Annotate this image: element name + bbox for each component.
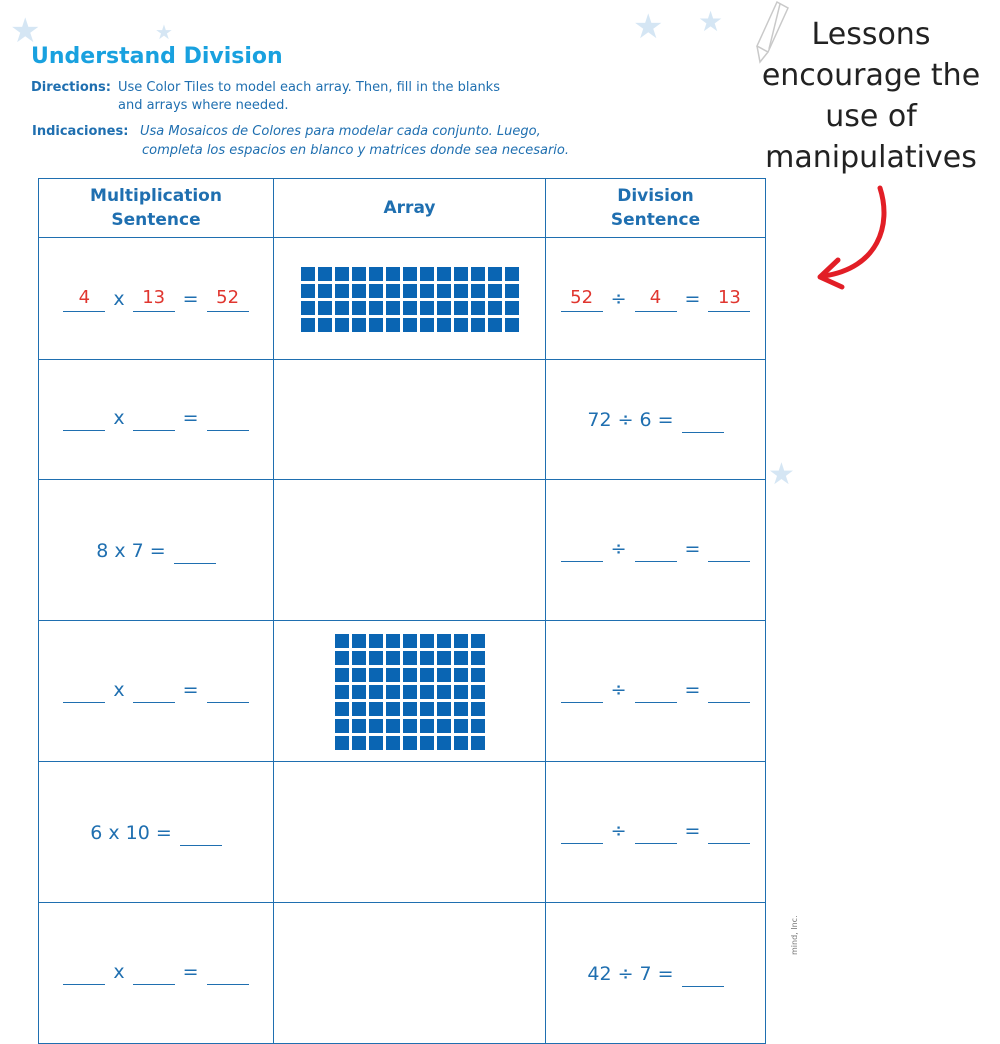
- color-tile: [454, 719, 468, 733]
- answer-blank[interactable]: [708, 535, 750, 562]
- color-tile: [386, 301, 400, 315]
- color-tile: [352, 719, 366, 733]
- color-tile: [437, 719, 451, 733]
- color-tile: [403, 301, 417, 315]
- table-row: [39, 621, 766, 762]
- color-tile: [386, 651, 400, 665]
- color-tile: [386, 719, 400, 733]
- division-problem: 42 ÷ 7 =: [587, 962, 674, 985]
- color-tile: [403, 267, 417, 281]
- star-decoration: ★: [633, 7, 664, 47]
- callout-line: encourage the: [761, 58, 981, 93]
- mult-cell: [39, 238, 274, 360]
- callout-line: manipulatives: [765, 140, 977, 175]
- color-tile: [471, 651, 485, 665]
- color-tile: [318, 284, 332, 298]
- answer-blank[interactable]: [133, 958, 175, 985]
- divide-sign: ÷: [610, 819, 627, 842]
- table-header-row: [39, 179, 766, 238]
- color-tile: [454, 685, 468, 699]
- directions-line-2: and arrays where needed.: [118, 98, 289, 113]
- callout-text: [742, 14, 1000, 178]
- header-division: [546, 179, 766, 238]
- star-decoration: ★: [768, 457, 795, 492]
- color-tile: [369, 702, 383, 716]
- color-tile: [420, 284, 434, 298]
- answer-blank[interactable]: [207, 676, 249, 703]
- division-problem: 72 ÷ 6 =: [587, 409, 674, 431]
- color-tile: [471, 719, 485, 733]
- color-tile: [352, 318, 366, 332]
- color-tile: [454, 634, 468, 648]
- star-decoration: ★: [698, 5, 724, 38]
- color-tile: [420, 301, 434, 315]
- color-tile: [437, 685, 451, 699]
- color-tile: [403, 719, 417, 733]
- answer-blank[interactable]: 4: [635, 285, 677, 312]
- times-sign: x: [113, 678, 125, 701]
- divide-sign: ÷: [610, 537, 627, 560]
- multiplication-problem: 6 x 10 =: [90, 821, 172, 844]
- answer-blank[interactable]: [63, 958, 105, 985]
- color-tile: [403, 668, 417, 682]
- div-cell: [546, 480, 766, 621]
- color-tile: [301, 318, 315, 332]
- array-cell[interactable]: [274, 360, 546, 480]
- color-tile: [488, 318, 502, 332]
- color-tile: [301, 267, 315, 281]
- color-tile: [386, 736, 400, 750]
- header-text: Multiplication: [90, 186, 222, 206]
- color-tile: [454, 702, 468, 716]
- mult-cell: [39, 360, 274, 480]
- table-row: [39, 238, 766, 360]
- table-row: [39, 762, 766, 903]
- color-tile: [420, 318, 434, 332]
- answer-blank[interactable]: [561, 817, 603, 844]
- color-tile: [420, 634, 434, 648]
- color-tile: [420, 267, 434, 281]
- mult-cell: [39, 903, 274, 1044]
- color-tile: [403, 318, 417, 332]
- worksheet-title: Understand Division: [31, 44, 283, 69]
- header-multiplication: [39, 179, 274, 238]
- array-cell: [274, 238, 546, 360]
- color-tile: [488, 301, 502, 315]
- color-tile: [352, 702, 366, 716]
- color-tile: [454, 668, 468, 682]
- tile-array: [301, 267, 519, 332]
- color-tile: [369, 634, 383, 648]
- color-tile: [471, 284, 485, 298]
- equals-sign: =: [684, 288, 701, 310]
- color-tile: [352, 634, 366, 648]
- color-tile: [335, 702, 349, 716]
- color-tile: [454, 284, 468, 298]
- answer-blank[interactable]: [635, 535, 677, 562]
- mult-cell: [39, 480, 274, 621]
- answer-blank[interactable]: [63, 404, 105, 431]
- equals-sign: =: [684, 537, 701, 560]
- color-tile: [403, 702, 417, 716]
- answer-blank[interactable]: 13: [708, 285, 750, 312]
- callout-line: Lessons: [811, 17, 931, 52]
- answer-blank[interactable]: [174, 537, 216, 564]
- color-tile: [437, 318, 451, 332]
- color-tile: [454, 301, 468, 315]
- directions-label: Directions:: [31, 80, 111, 95]
- array-cell[interactable]: [274, 480, 546, 621]
- equals-sign: =: [684, 678, 701, 701]
- answer-blank[interactable]: [207, 404, 249, 431]
- color-tile: [369, 668, 383, 682]
- color-tile: [335, 719, 349, 733]
- color-tile: [369, 736, 383, 750]
- answer-blank[interactable]: [708, 676, 750, 703]
- color-tile: [437, 301, 451, 315]
- color-tile: [437, 267, 451, 281]
- answer-blank[interactable]: [133, 404, 175, 431]
- answer-blank[interactable]: [63, 676, 105, 703]
- header-text: Division: [617, 186, 694, 206]
- color-tile: [403, 736, 417, 750]
- array-cell[interactable]: [274, 903, 546, 1044]
- color-tile: [335, 736, 349, 750]
- multiplication-problem: 8 x 7 =: [96, 539, 166, 562]
- callout-line: use of: [825, 99, 917, 134]
- header-array: Array: [274, 179, 546, 238]
- indicaciones-line-1: Usa Mosaicos de Colores para modelar cada conjunto. Luego,: [140, 124, 541, 139]
- answer-blank[interactable]: [682, 960, 724, 987]
- color-tile: [369, 651, 383, 665]
- color-tile: [335, 634, 349, 648]
- color-tile: [471, 685, 485, 699]
- color-tile: [386, 318, 400, 332]
- color-tile: [386, 668, 400, 682]
- equals-sign: =: [182, 960, 199, 983]
- color-tile: [335, 318, 349, 332]
- equals-sign: =: [684, 819, 701, 842]
- div-cell: [546, 903, 766, 1044]
- header-text: Sentence: [610, 210, 701, 230]
- color-tile: [386, 685, 400, 699]
- color-tile: [352, 267, 366, 281]
- color-tile: [505, 267, 519, 281]
- color-tile: [471, 318, 485, 332]
- color-tile: [403, 284, 417, 298]
- divide-sign: ÷: [610, 288, 627, 310]
- color-tile: [335, 284, 349, 298]
- answer-blank[interactable]: [207, 958, 249, 985]
- color-tile: [335, 651, 349, 665]
- color-tile: [454, 267, 468, 281]
- mult-cell: [39, 621, 274, 762]
- color-tile: [352, 301, 366, 315]
- color-tile: [369, 267, 383, 281]
- color-tile: [369, 719, 383, 733]
- color-tile: [301, 301, 315, 315]
- color-tile: [318, 318, 332, 332]
- equals-sign: =: [182, 288, 199, 310]
- answer-blank[interactable]: [682, 406, 724, 433]
- color-tile: [403, 685, 417, 699]
- color-tile: [301, 284, 315, 298]
- red-arrow-icon: [810, 180, 900, 295]
- color-tile: [403, 634, 417, 648]
- table-row: [39, 480, 766, 621]
- table-row: [39, 903, 766, 1044]
- color-tile: [369, 284, 383, 298]
- color-tile: [471, 702, 485, 716]
- color-tile: [505, 318, 519, 332]
- color-tile: [352, 668, 366, 682]
- answer-blank[interactable]: 52: [561, 285, 603, 312]
- copyright-text: mind, Inc.: [790, 915, 799, 955]
- color-tile: [471, 267, 485, 281]
- mult-cell: [39, 762, 274, 903]
- color-tile: [505, 284, 519, 298]
- times-sign: x: [113, 288, 125, 310]
- table-row: [39, 360, 766, 480]
- color-tile: [335, 685, 349, 699]
- star-decoration: ★: [10, 11, 41, 51]
- color-tile: [335, 267, 349, 281]
- color-tile: [335, 301, 349, 315]
- color-tile: [335, 668, 349, 682]
- times-sign: x: [113, 960, 125, 983]
- color-tile: [369, 301, 383, 315]
- worksheet-table: [38, 178, 766, 1044]
- color-tile: [437, 284, 451, 298]
- color-tile: [488, 284, 502, 298]
- equals-sign: =: [182, 407, 199, 429]
- answer-blank[interactable]: [635, 817, 677, 844]
- color-tile: [386, 267, 400, 281]
- answer-blank[interactable]: [133, 676, 175, 703]
- color-tile: [352, 651, 366, 665]
- color-tile: [420, 668, 434, 682]
- color-tile: [454, 736, 468, 750]
- color-tile: [471, 668, 485, 682]
- color-tile: [369, 685, 383, 699]
- div-cell: [546, 360, 766, 480]
- answer-blank[interactable]: 4: [63, 285, 105, 312]
- color-tile: [420, 719, 434, 733]
- color-tile: [318, 301, 332, 315]
- color-tile: [352, 736, 366, 750]
- answer-blank[interactable]: [708, 817, 750, 844]
- color-tile: [471, 736, 485, 750]
- answer-blank[interactable]: 52: [207, 285, 249, 312]
- equals-sign: =: [182, 678, 199, 701]
- answer-blank[interactable]: [635, 676, 677, 703]
- div-cell: [546, 762, 766, 903]
- color-tile: [454, 651, 468, 665]
- div-cell: [546, 621, 766, 762]
- color-tile: [437, 668, 451, 682]
- divide-sign: ÷: [610, 678, 627, 701]
- array-cell: [274, 621, 546, 762]
- color-tile: [318, 267, 332, 281]
- color-tile: [420, 685, 434, 699]
- header-text: Sentence: [111, 210, 201, 230]
- color-tile: [437, 736, 451, 750]
- color-tile: [352, 685, 366, 699]
- color-tile: [437, 651, 451, 665]
- color-tile: [369, 318, 383, 332]
- color-tile: [386, 284, 400, 298]
- color-tile: [437, 702, 451, 716]
- color-tile: [403, 651, 417, 665]
- array-cell[interactable]: [274, 762, 546, 903]
- color-tile: [420, 702, 434, 716]
- div-cell: [546, 238, 766, 360]
- color-tile: [505, 301, 519, 315]
- color-tile: [454, 318, 468, 332]
- answer-blank[interactable]: [561, 676, 603, 703]
- times-sign: x: [113, 407, 125, 429]
- color-tile: [352, 284, 366, 298]
- color-tile: [386, 702, 400, 716]
- directions-line-1: Use Color Tiles to model each array. Then, fill in the blanks: [118, 80, 500, 95]
- tile-array: [335, 634, 485, 750]
- star-decoration: ★: [155, 20, 173, 44]
- indicaciones-label: Indicaciones:: [32, 124, 129, 139]
- indicaciones-line-2: completa los espacios en blanco y matrices donde sea necesario.: [142, 143, 569, 158]
- color-tile: [437, 634, 451, 648]
- color-tile: [471, 301, 485, 315]
- color-tile: [420, 651, 434, 665]
- color-tile: [488, 267, 502, 281]
- color-tile: [471, 634, 485, 648]
- color-tile: [420, 736, 434, 750]
- color-tile: [386, 634, 400, 648]
- answer-blank[interactable]: 13: [133, 285, 175, 312]
- answer-blank[interactable]: [180, 819, 222, 846]
- answer-blank[interactable]: [561, 535, 603, 562]
